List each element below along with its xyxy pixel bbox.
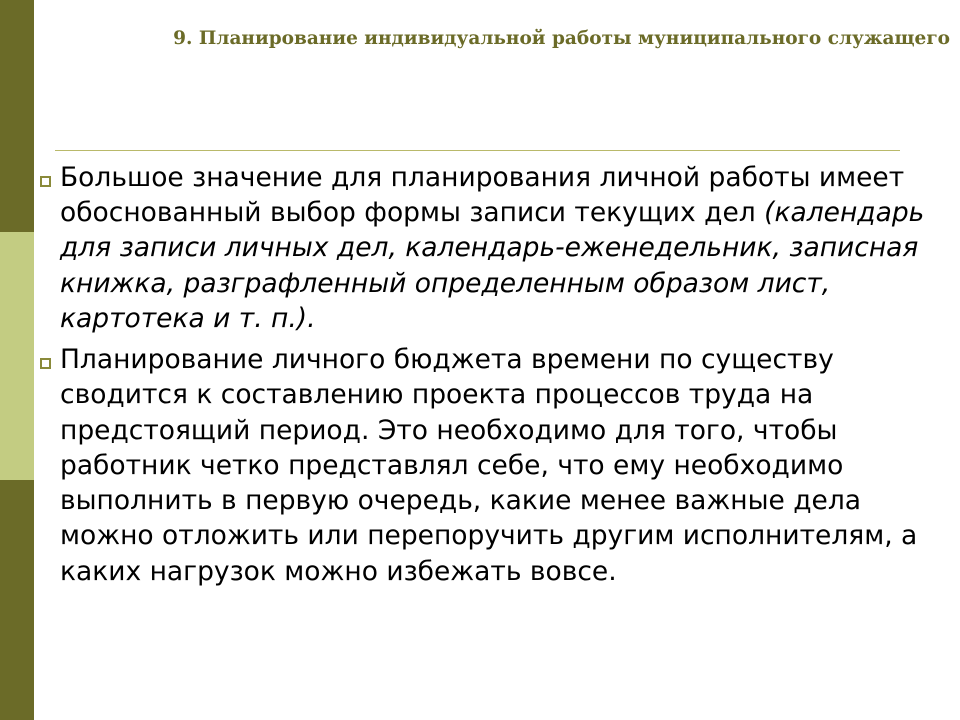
list-item xyxy=(30,342,945,589)
list-item-lead: Планирование личного бюджета времени по существу сводится к составлению проекта процессов труда на предстоящий период. Это необходимо для того, чтобы работник четко представлял себе, что ему необходимо выполнить в первую очередь, какие менее важные дела можно отложить или перепоручить другим исполнителям, а каких нагрузок можно избежать вовсе. xyxy=(60,344,918,587)
rail-segment-bottom xyxy=(0,480,34,720)
bullet-list xyxy=(30,160,945,595)
square-outline-bullet-icon xyxy=(30,342,60,373)
list-item-lead: Большое значение для планирования личной работы имеет обоснованный выбор формы записи текущих дел xyxy=(60,162,905,229)
page-title: 9. Планирование индивидуальной работы муниципального служащего xyxy=(173,28,950,49)
list-item-text xyxy=(60,160,945,336)
list-item-text xyxy=(60,342,945,589)
square-outline-bullet-icon xyxy=(30,160,60,191)
list-item-italic: (календарь для записи личных дел, календарь-еженедельник, записная книжка, разграфленный определенным образом лист, картотека и т. п.). xyxy=(60,197,925,334)
title-divider xyxy=(55,150,900,151)
decorative-left-rail xyxy=(0,0,34,720)
rail-segment-top xyxy=(0,0,34,232)
rail-segment-middle xyxy=(0,232,34,480)
list-item xyxy=(30,160,945,336)
